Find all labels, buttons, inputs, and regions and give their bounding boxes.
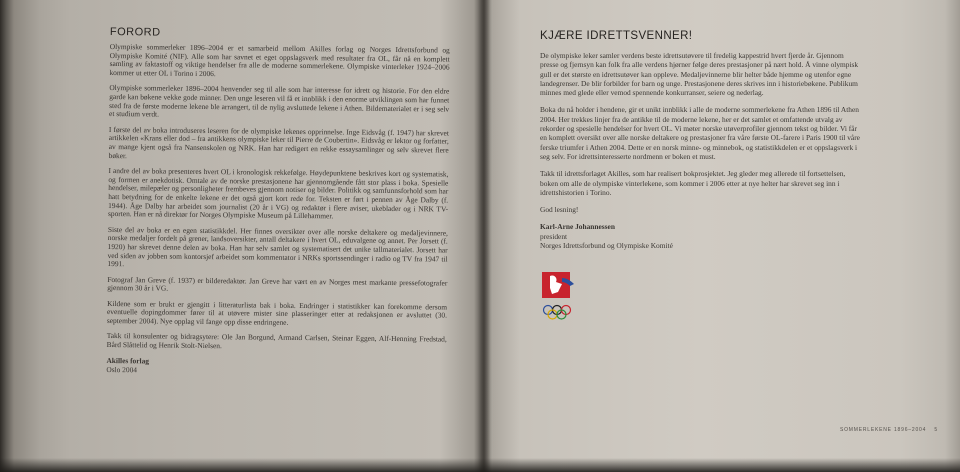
nif-olympic-logo (540, 270, 584, 324)
letter-column (540, 30, 860, 250)
foreword-paragraph: Siste del av boka er en egen statistikkdel. Her finnes oversikter over alle norske deltakere og medaljevinnere, norske medaljer fordelt på grener, landsoversikter, antall deltakere i hvert OL, eduvalgene og annet. Per Jorsett (f. 1920) har skrevet denne delen av boka. Han har selv samlet og systematisert det unike tallmaterialet. Jorsett har ved siden av jobben som kontorsjef arbeidet som kommentator i NRKs sportssendinger i radio og TV fra 1947 til 1991. (107, 224, 448, 269)
foreword-heading: FORORD (109, 26, 161, 39)
publisher-signature (106, 356, 446, 378)
foreword-paragraph: I første del av boka introduseres leseren for de olympiske lekenes opprinnelse. Inge Eidsvåg (f. 1947) har skrevet artikkelen «Krans eller dod – fra antikkens olympiske leker til Pierre de Coubertin». Eidsvåg er lektor og forfatter, av mange kjent også fra Nansenskolen og NRK. Han har redigert en rekke essaysamlinger og selv skrevet flere bøker. (108, 124, 449, 160)
olympic-rings-icon (544, 306, 571, 320)
foreword-paragraph: Olympiske sommerleker 1896–2004 henvender seg til alle som har interesse for idrett og historie. For den eldre garde kan bøkene vekke gode minner. Den unge leseren vil få et innblikk i den enorme utviklingen som har funnet sted fra de første moderne lekene ble arrangert, til de nylig avsluttede lekene i Athen. Bildematerialet er i seg selv et studium verdt. (109, 83, 450, 119)
president-organization: Norges Idrettsforbund og Olympiske Komité (540, 241, 673, 251)
book-gutter (474, 0, 492, 472)
publisher-name: Akilles forlag (106, 356, 150, 366)
page-bottom-shadow (0, 458, 960, 472)
foreword-column (106, 26, 450, 378)
foreword-paragraph: I andre del av boka presenteres hvert OL i kronologisk rekkefølge. Høydepunktene beskrives kort og systematisk, og formen er anekdotisk. Omtale av de norske prestasjonene har gjennomgående fått stor plass i boka. Spesielle hendelser, milepæler og personligheter frembeves gjennom notiser og bilder. Politikk og samfunnsforhold som har hatt betydning for de enkelte lekene er det også gjort kort rede for. Teksten er ført i pennen av Åge Dalby (f. 1944). Åge Dalby har arbeidet som journalist (20 år i VG) og redaktør i flere aviser, ukeblader og i NRK TV-sporten. Han er nå direktør for Norges Olympiske Museum på Lillehammer. (107, 165, 449, 221)
page-footer (834, 427, 938, 433)
president-signature (540, 222, 860, 250)
foreword-paragraph: Takk til konsulenter og bidragsytere: Ole Jan Borgund, Armand Carlsen, Steinar Eggen, Alf-Henning Fredstad, Bård Slåttelid og Henrik Stolt-Nielsen. (106, 331, 447, 351)
letter-paragraph: De olympiske leker samler verdens beste idrettsutøvere til fredelig kappestrid hvert fjerde år. Gjennom presse og fjernsyn kan folk fra alle verdens hjørner følge deres prestasjoner på nært hold. Å vinne olympisk gull er det største en idrettsutøver kan oppleve. Medaljevinnerne blir helter både hjemme og utenfor egne landegrenser. De blir forbilder for barn og unge. Prestasjonene deres skrives inn i historiebøkene. Publikum minnes med glede eller vemod spennende konkurranser, seiere og nederlag. (540, 51, 859, 98)
president-title: president (540, 231, 568, 241)
right-page (484, 0, 960, 472)
letter-heading: KJÆRE IDRETTSVENNER! (540, 30, 693, 42)
letter-paragraph: Boka du nå holder i hendene, gir et unikt innblikk i alle de moderne sommerlekene fra Athen 1896 til Athen 2004. Her trekkes linjer fra de antikke til de moderne lekene, her er det samlet et omfattende utvalg av rekorder og spesielle hendelser for hvert OL. Vi møter norske utøverprofiler gjennom tekst og bilder. Vi får en komplett oversikt over alle norske deltakere og prestasjoner fra våre første OL-farere i Paris 1900 til våre ferske triumfer i Athen 2004. Dette er en norsk minne- og minnebok, og statistikkdelen er et oppslagsverk i seg selv. For idrettsinteresserte nordmenn er boken et must. (540, 105, 860, 161)
president-name: Karl-Arne Johannessen (540, 222, 615, 232)
foreword-paragraph: Olympiske sommerleker 1896–2004 er et samarbeid mellom Akilles forlag og Norges Idrettsforbund og Olympiske Komité (NIF). Alle som har savnet et eget oppslagsverk med resultater fra OL, får nå en komplett samling av faktastoff og viktige hendelser fra alle de moderne sommerlekene. Olympiske vinterleker 1924–2006 kommer ut etter OL i Torino i 2006. (109, 41, 450, 79)
foreword-paragraph: Kildene som er brukt er gjengitt i litteraturlista bak i boka. Endringer i statistikker kan forekomme dersom eventuelle dopingdommer fører til at utøvere mister sine plasseringer etter at redaksjonen er avsluttet (30. september 2004). Nye opplag vil fange opp disse endringene. (106, 298, 448, 327)
letter-paragraph: Takk til idrettsforlaget Akilles, som har realisert bokprosjektet. Jeg gleder meg allerede til fortsettelsen, boken om alle de olympiske vinterlekene, som kommer i 2006 etter at nye helter har skrevet seg inn i idrettshistorien i Torino. (540, 169, 846, 197)
letter-paragraph: God lesning! (540, 205, 579, 215)
publisher-place-year: Oslo 2004 (106, 365, 138, 375)
page-number: 5 (934, 427, 938, 433)
running-footer-title: SOMMERLEKENE 1896–2004 (839, 427, 927, 433)
foreword-paragraph: Fotograf Jan Greve (f. 1937) er bilderedaktør. Jan Greve har vært en av Norges mest markante pressefotografer gjennom 30 år i VG. (107, 274, 448, 293)
